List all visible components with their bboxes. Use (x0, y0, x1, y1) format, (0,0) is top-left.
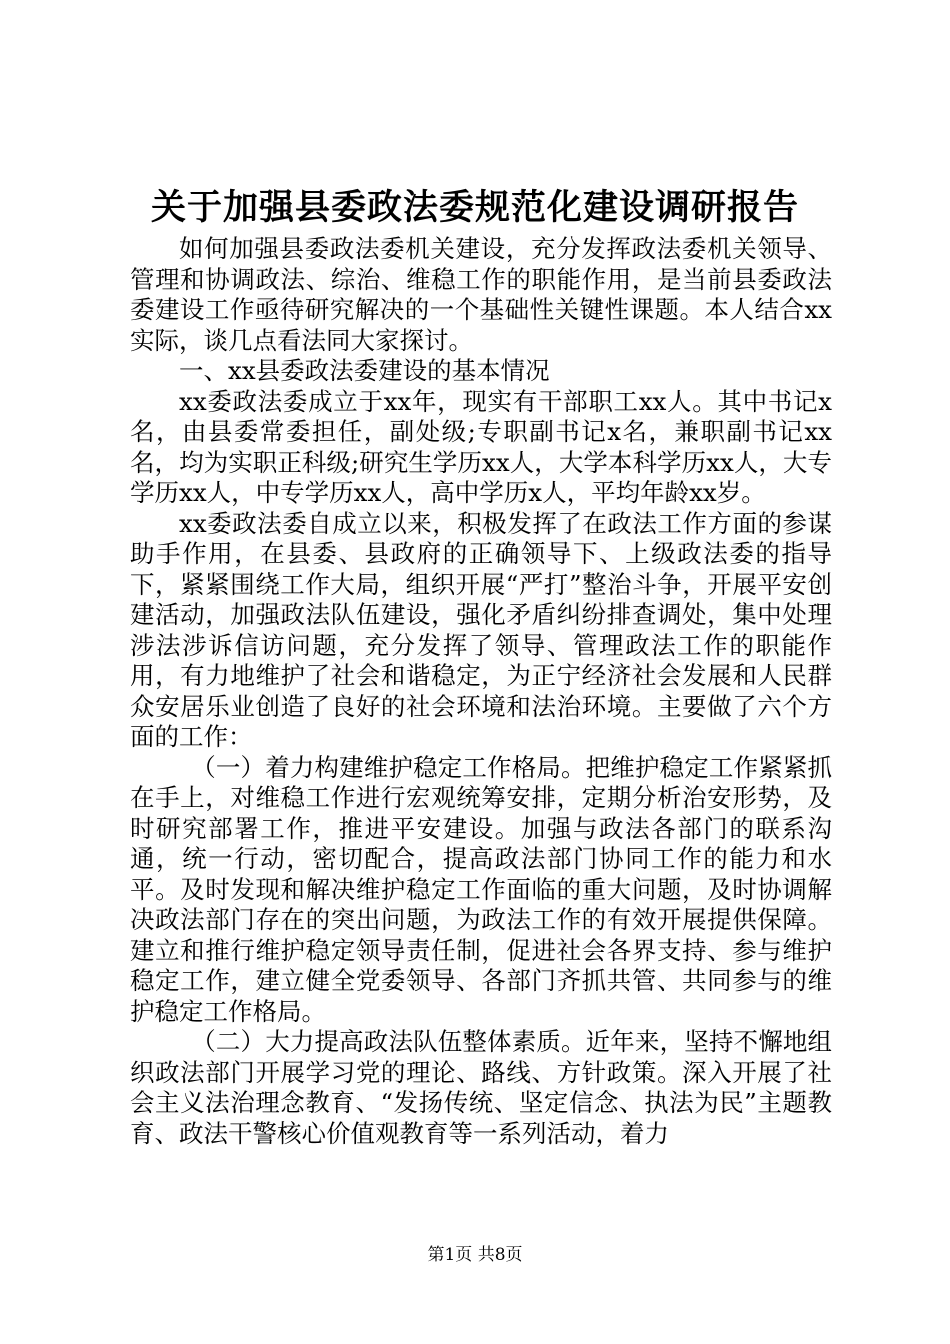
heading-section-1: 一、xx县委政法委建设的基本情况 (179, 356, 550, 385)
paragraph-item-2: （二）大力提高政法队伍整体素质。近年来，坚持不懈地组织政法部门开展学习党的理论、路线、方针政策。深入开展了社会主义法治理念教育、“发扬传统、坚定信念、执法为民”主题教育、政法干警核心价值观教育等一系列活动，着力 (130, 1027, 832, 1148)
paragraph-staff-info: xx委政法委成立于xx年，现实有干部职工xx人。其中书记x名，由县委常委担任，副处级;专职副书记x名，兼职副书记xx名，均为实职正科级;研究生学历xx人，大学本科学历xx人，大专学历xx人，中专学历xx人，高中学历x人，平均年龄xx岁。 (130, 386, 832, 507)
paragraph-achievements: xx委政法委自成立以来，积极发挥了在政法工作方面的参谋助手作用，在县委、县政府的正确领导下、上级政法委的指导下，紧紧围绕工作大局，组织开展“严打”整治斗争，开展平安创建活动，加强政法队伍建设，强化矛盾纠纷排查调处，集中处理涉法涉诉信访问题，充分发挥了领导、管理政法工作的职能作用，有力地维护了社会和谐稳定，为正宁经济社会发展和人民群众安居乐业创造了良好的社会环境和法治环境。主要做了六个方面的工作： (130, 508, 832, 751)
paragraph-intro: 如何加强县委政法委机关建设，充分发挥政法委机关领导、管理和协调政法、综治、维稳工作的职能作用，是当前县委政法委建设工作亟待研究解决的一个基础性关键性课题。本人结合xx实际，谈几点看法同大家探讨。 (130, 234, 832, 355)
document-title: 关于加强县委政法委规范化建设调研报告 (150, 187, 799, 228)
paragraph-item-1: （一）着力构建维护稳定工作格局。把维护稳定工作紧紧抓在手上，对维稳工作进行宏观统筹安排，定期分析治安形势，及时研究部署工作，推进平安建设。加强与政法各部门的联系沟通，统一行动，密切配合，提高政法部门协同工作的能力和水平。及时发现和解决维护稳定工作面临的重大问题，及时协调解决政法部门存在的突出问题，为政法工作的有效开展提供保障。建立和推行维护稳定领导责任制，促进社会各界支持、参与维护稳定工作，建立健全党委领导、各部门齐抓共管、共同参与的维护稳定工作格局。 (130, 752, 832, 1026)
document-body (130, 234, 832, 1149)
page-footer: 第1页 共8页 (427, 1245, 523, 1265)
